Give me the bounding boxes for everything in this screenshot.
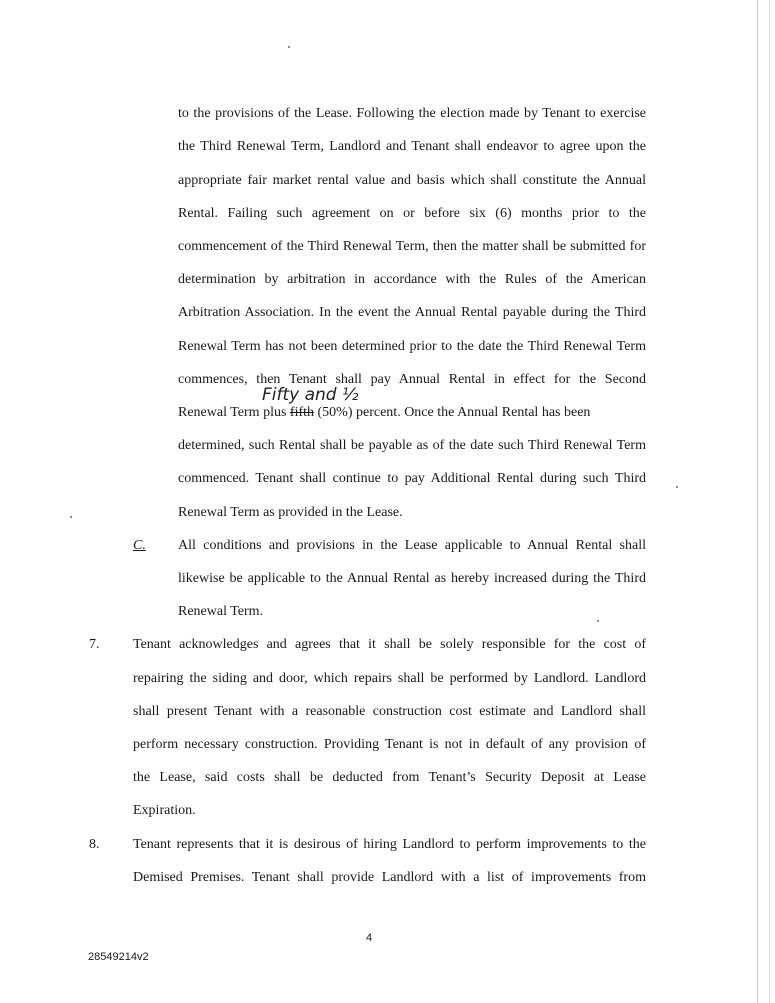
paragraph-label: 7.	[89, 637, 100, 652]
handwritten-annotation: Fifty and ½	[262, 385, 359, 405]
paragraph-label: 8.	[89, 837, 100, 852]
scan-speck	[70, 516, 72, 518]
text-line: Tenant acknowledges and agrees that it shall be solely responsible for the cost of	[133, 637, 646, 652]
scan-edge-line	[757, 0, 758, 1003]
text-line: Renewal Term.	[178, 604, 264, 619]
text-line: commenced. Tenant shall continue to pay Additional Rental during such Third	[178, 471, 646, 486]
text-line-with-strike	[178, 404, 646, 422]
text-line: Expiration.	[133, 803, 196, 818]
text-line: Tenant represents that it is desirous of hiring Landlord to perform improvements to the	[133, 837, 646, 852]
text-line: to the provisions of the Lease. Following the election made by Tenant to exercise	[178, 106, 646, 121]
text-line: perform necessary construction. Providing Tenant is not in default of any provision of	[133, 737, 646, 752]
text-line: Arbitration Association. In the event the Annual Rental payable during the Third	[178, 305, 646, 320]
text-line: Renewal Term as provided in the Lease.	[178, 505, 403, 520]
text-line: shall present Tenant with a reasonable construction cost estimate and Landlord shall	[133, 704, 646, 719]
scan-speck	[288, 46, 290, 48]
text-line: repairing the siding and door, which repairs shall be performed by Landlord. Landlord	[133, 671, 646, 686]
text-line: commencement of the Third Renewal Term, then the matter shall be submitted for	[178, 239, 646, 254]
text-line: determination by arbitration in accordance with the Rules of the American	[178, 272, 646, 287]
text-line: Renewal Term has not been determined prior to the date the Third Renewal Term	[178, 339, 646, 354]
struck-text: fifth	[289, 405, 315, 420]
scan-speck	[597, 620, 599, 622]
text-line: appropriate fair market rental value and basis which shall constitute the Annual	[178, 173, 646, 188]
page-number: 4	[366, 932, 373, 944]
document-id: 28549214v2	[88, 951, 149, 963]
text-line: All conditions and provisions in the Lease applicable to Annual Rental shall	[178, 538, 646, 553]
text-line: Demised Premises. Tenant shall provide Landlord with a list of improvements from	[133, 870, 646, 885]
text-line: the Lease, said costs shall be deducted from Tenant’s Security Deposit at Lease	[133, 770, 646, 785]
paragraph-label: C.	[133, 538, 146, 553]
text-line: likewise be applicable to the Annual Rental as hereby increased during the Third	[178, 571, 646, 586]
text-line: Rental. Failing such agreement on or before six (6) months prior to the	[178, 206, 646, 221]
scan-edge-line	[769, 0, 770, 1003]
text-line: determined, such Rental shall be payable as of the date such Third Renewal Term	[178, 438, 646, 453]
text-segment: Renewal Term plus	[178, 405, 290, 420]
text-segment: (50%) percent. Once the Annual Rental has been	[314, 405, 591, 420]
scan-speck	[676, 486, 678, 488]
text-line: the Third Renewal Term, Landlord and Tenant shall endeavor to agree upon the	[178, 139, 646, 154]
text-line: commences, then Tenant shall pay Annual Rental in effect for the Second	[178, 372, 646, 387]
